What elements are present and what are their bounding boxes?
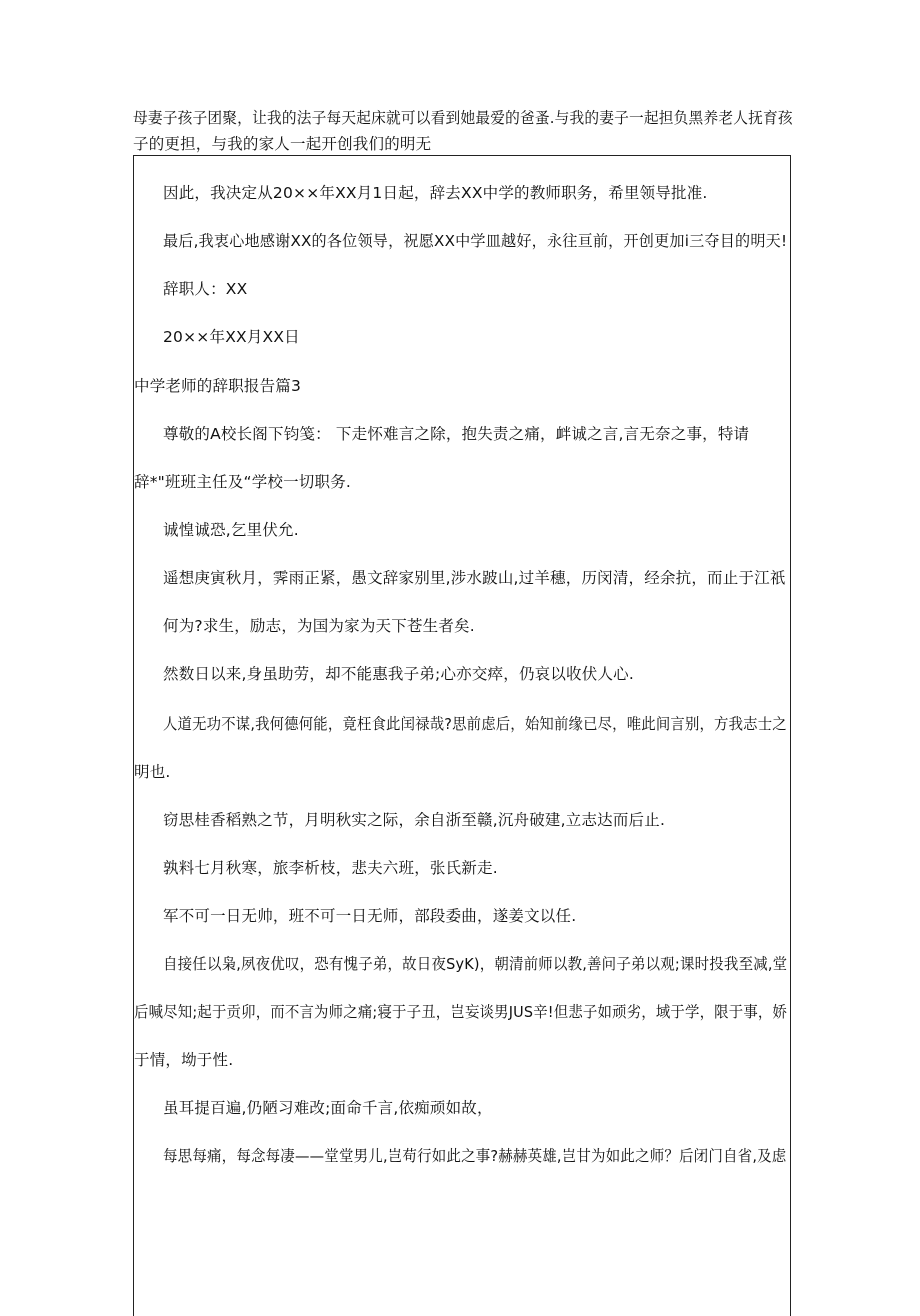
salutation-line: 尊敬的A校长阁下钧笺： 下走怀难言之除，抱失责之痛，衅诚之言,言无奈之事，特请: [163, 425, 750, 443]
paragraph-3: 诚惶诚恐,乞里伏允.: [163, 521, 299, 539]
section-heading: 中学老师的辞职报告篇3: [134, 377, 302, 395]
paragraph-11-cont-2: 于情，坳于性.: [134, 1051, 234, 1069]
paragraph-4: 遥想庚寅秋月，霁雨正紧，愚文辞家别里,涉水跛山,过羊穗，历闵清，经余抗，而止于江祇: [163, 569, 786, 587]
paragraph-5: 何为?求生，励志，为国为家为天下苍生者矣.: [163, 617, 475, 635]
decision-paragraph: 因此，我决定从20××年XX月1日起，辞去XX中学的教师职务，希里领导批准.: [163, 184, 708, 202]
date-line: 20××年XX月XX日: [163, 328, 300, 346]
intro-line-2: 子的更担，与我的家人一起开创我们的明无: [133, 135, 432, 153]
paragraph-11-cont-1: 后喊尽知;起于贡卯，而不言为师之痛;寝于子丑，岂妄谈男JUS辛!但悲子如顽劣，域于学，限于事，娇: [134, 1003, 788, 1021]
thanks-paragraph: 最后,我衷心地感谢XX的各位领导，祝愿XX中学皿越好，永往亘前，开创更加i三夺目的明天!: [163, 232, 788, 250]
paragraph-7: 人道无功不谋,我何德何能，竟枉食此闰禄哉?思前虑后，始知前缘已尽，唯此间言别，方我志士之: [163, 715, 787, 733]
resign-request-line: 辞*"班班主任及“学校一切职务.: [134, 473, 352, 491]
paragraph-12: 虽耳提百遍,仍陋习难改;面命千言,依痴顽如故，: [163, 1099, 493, 1117]
intro-line-1: 母妻子孩子团聚，让我的法子每天起床就可以看到她最爱的爸蚤.与我的妻子一起担负黑养老人抚育孩: [133, 109, 793, 127]
paragraph-9: 孰料七月秋寒，旅李析枝，悲夫六班，张氏新走.: [163, 859, 498, 877]
paragraph-13: 每思每痛，每念每凄——堂堂男儿,岂苟行如此之事?赫赫英雄,岂甘为如此之师？后闭门自省,及虑: [163, 1147, 787, 1165]
paragraph-10: 军不可一日无帅，班不可一日无师，部段委曲，遂姜文以任.: [163, 907, 577, 925]
paragraph-11: 自接任以枭,夙夜优叹，恐有愧子弟，故日夜SyK)，朝清前师以教,善问子弟以观;课时投我至减,堂: [163, 955, 788, 973]
intro-paragraph: [133, 105, 793, 157]
signature-line: 辞职人：XX: [163, 280, 248, 298]
paragraph-6: 然数日以来,身虽助劳，却不能惠我子弟;心亦交瘁，仍哀以收伏人心.: [163, 665, 634, 683]
paragraph-7-cont: 明也.: [134, 763, 171, 781]
paragraph-8: 窃思桂香稻熟之节，月明秋实之际，余自浙至赣,沉舟破建,立志达而后止.: [163, 811, 666, 829]
